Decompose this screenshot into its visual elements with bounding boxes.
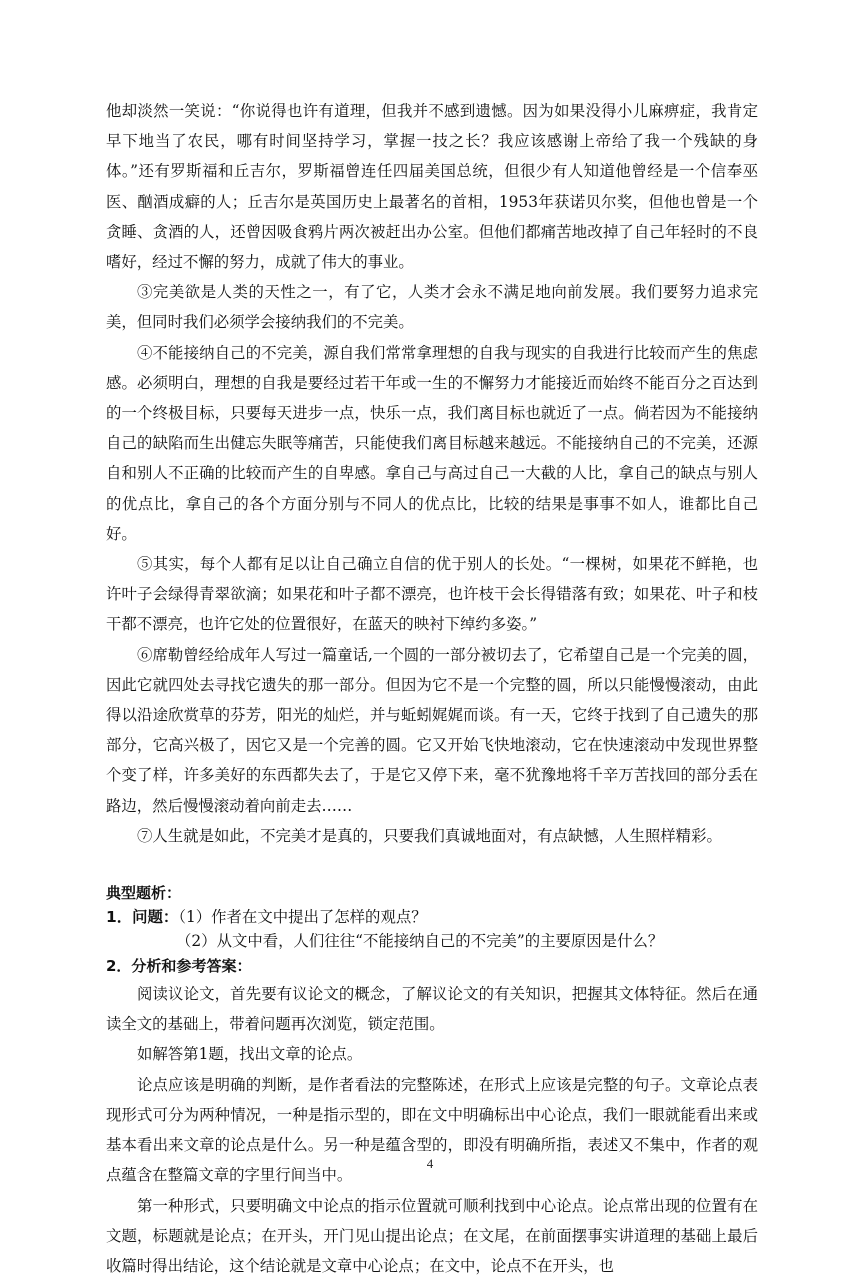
analysis-heading: 典型题析： bbox=[106, 881, 758, 905]
answer-paragraph-2: 如解答第1题，找出文章的论点。 bbox=[106, 1039, 758, 1069]
article-body bbox=[106, 96, 758, 851]
answer-paragraph-4: 第一种形式，只要明确文中论点的指示位置就可顺利找到中心论点。论点常出现的位置有在文题，标题就是论点；在开头，开门见山提出论点；在文尾，在前面摆事实讲道理的基础上最后收篇时得出结论，这个结论就是文章中心论点；在文中，论点不在开头，也 bbox=[106, 1191, 758, 1281]
answer-paragraph-1: 阅读议论文，首先要有议论文的概念，了解议论文的有关知识，把握其文体特征。然后在通读全文的基础上，带着问题再次浏览，锁定范围。 bbox=[106, 979, 758, 1039]
analysis-section bbox=[106, 881, 758, 1281]
answer-heading: 2．分析和参考答案： bbox=[106, 953, 758, 979]
paragraph-3: ③完美欲是人类的天性之一，有了它，人类才会永不满足地向前发展。我们要努力追求完美，但同时我们必须学会接纳我们的不完美。 bbox=[106, 277, 758, 337]
paragraph-5: ⑤其实，每个人都有足以让自己确立自信的优于别人的长处。“一棵树，如果花不鲜艳，也许叶子会绿得青翠欲滴；如果花和叶子都不漂亮，也许枝干会长得错落有致；如果花、叶子和枝干都不漂亮，也许它处的位置很好，在蓝天的映衬下绰约多姿。” bbox=[106, 549, 758, 640]
question-2: （2）从文中看，人们往往“不能接纳自己的不完美”的主要原因是什么？ bbox=[106, 929, 758, 953]
paragraph-4: ④不能接纳自己的不完美，源自我们常常拿理想的自我与现实的自我进行比较而产生的焦虑感。必须明白，理想的自我是要经过若干年或一生的不懈努力才能接近而始终不能百分之百达到的一个终极目标，只要每天进步一点，快乐一点，我们离目标也就近了一点。倘若因为不能接纳自己的缺陷而生出健忘失眠等痛苦，只能使我们离目标越来越远。不能接纳自己的不完美，还源自和别人不正确的比较而产生的自卑感。拿自己与高过自己一大截的人比，拿自己的缺点与别人的优点比，拿自己的各个方面分别与不同人的优点比，比较的结果是事事不如人，谁都比自己好。 bbox=[106, 338, 758, 549]
question-number: 1．问题： bbox=[106, 908, 178, 926]
paragraph-6: ⑥席勒曾经给成年人写过一篇童话,一个圆的一部分被切去了，它希望自己是一个完美的圆，因此它就四处去寻找它遗失的那一部分。但因为它不是一个完整的圆，所以只能慢慢滚动，由此得以沿途欣赏草的芬芳，阳光的灿烂，并与蚯蚓娓娓而谈。有一天，它终于找到了自己遗失的那部分，它高兴极了，因它又是一个完善的圆。它又开始飞快地滚动，它在快速滚动中发现世界整个变了样，许多美好的东西都失去了，于是它又停下来，毫不犹豫地将千辛万苦找回的部分丢在路边，然后慢慢滚动着向前走去…… bbox=[106, 640, 758, 821]
document-page bbox=[106, 96, 758, 1281]
question-1: （1）作者在文中提出了怎样的观点？ bbox=[178, 908, 426, 926]
paragraph-continued: 他却淡然一笑说：“你说得也许有道理，但我并不感到遗憾。因为如果没得小儿麻痹症，我肯定早下地当了农民，哪有时间坚持学习，掌握一技之长？我应该感谢上帝给了我一个残缺的身体。”还有罗斯福和丘吉尔，罗斯福曾连任四届美国总统，但很少有人知道他曾经是一个信奉巫医、酗酒成癖的人；丘吉尔是英国历史上最著名的首相，1953年获诺贝尔奖，但他也曾是一个贪睡、贪酒的人，还曾因吸食鸦片两次被赶出办公室。但他们都痛苦地改掉了自己年轻时的不良嗜好，经过不懈的努力，成就了伟大的事业。 bbox=[106, 96, 758, 277]
paragraph-7: ⑦人生就是如此，不完美才是真的，只要我们真诚地面对，有点缺憾，人生照样精彩。 bbox=[106, 821, 758, 851]
answer-paragraph-3: 论点应该是明确的判断，是作者看法的完整陈述，在形式上应该是完整的句子。文章论点表现形式可分为两种情况，一种是指示型的，即在文中明确标出中心论点，我们一眼就能看出来或基本看出来文章的论点是什么。另一种是蕴含型的，即没有明确所指，表述又不集中，作者的观点蕴含在整篇文章的字里行间当中。 bbox=[106, 1070, 758, 1191]
question-line-1 bbox=[106, 905, 758, 929]
page-number: 4 bbox=[0, 1156, 860, 1172]
